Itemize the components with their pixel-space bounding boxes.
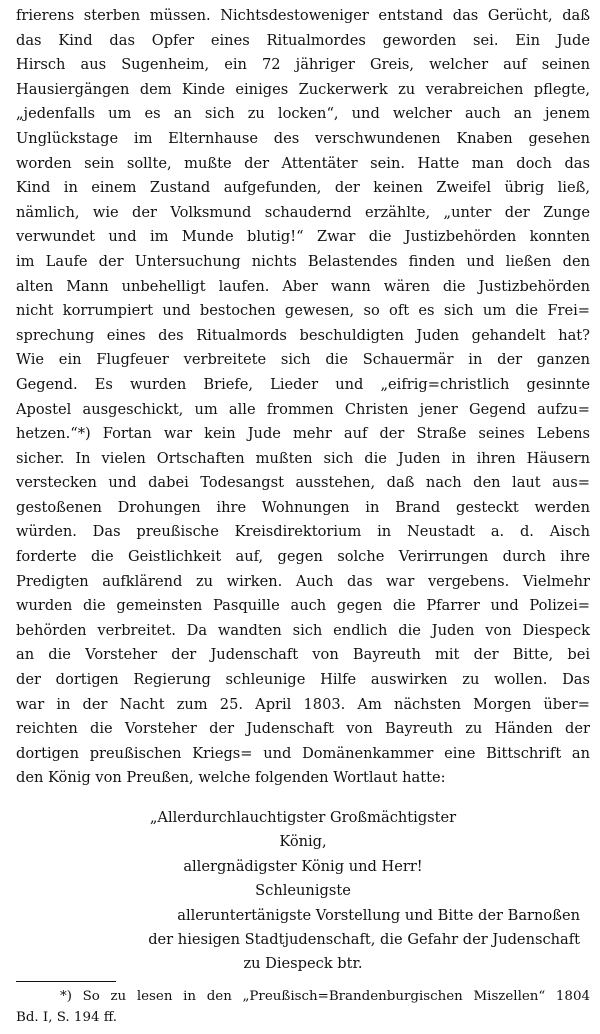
text-line: gestoßenen Drohungen ihre Wohnungen in Brand gesteckt werden [16,498,590,516]
text-line: der dortigen Regierung schleunige Hilfe auswirken zu wollen. Das [16,671,590,689]
text-line: das Kind das Opfer eines Ritualmordes geworden sei. Ein Jude [16,31,590,49]
text-line: Kind in einem Zustand aufgefunden, der keinen Zweifel übrig ließ, [16,179,590,197]
salutation-line: König, [279,833,327,851]
text-line: worden sein sollte, mußte der Attentäter sein. Hatte man doch das [16,154,590,172]
petition-subtitle-line: der hiesigen Stadtjudenschaft, die Gefahr der Judenschaft [148,930,580,948]
text-line: „jedenfalls um es an sich zu locken“, und welcher auch an jenem [16,105,590,123]
text-line: würden. Das preußische Kreisdirektorium in Neustadt a. d. Aisch [16,523,590,541]
text-line: den König von Preußen, welche folgenden Wortlaut hatte: [16,769,446,787]
text-line: sicher. In vielen Ortschaften mußten sich die Juden in ihren Häusern [16,449,590,467]
text-line: hetzen.“*) Fortan war kein Jude mehr auf der Straße seines Lebens [16,425,590,443]
text-line: Predigten aufklärend zu wirken. Auch das war vergebens. Vielmehr [16,572,590,590]
text-line: forderte die Geistlichkeit auf, gegen solche Verirrungen durch ihre [16,548,590,566]
text-line: alten Mann unbehelligt laufen. Aber wann wären die Justizbehörden [16,277,590,295]
text-line: an die Vorsteher der Judenschaft von Bayreuth mit der Bitte, bei [16,646,590,664]
text-line: Wie ein Flugfeuer verbreitete sich die Schauermär in der ganzen [16,351,590,369]
petition-subtitle-line: zu Diespeck btr. [243,955,363,973]
text-line: reichten die Vorsteher der Judenschaft von Bayreuth zu Händen der [16,720,590,738]
text-line: Hirsch aus Sugenheim, ein 72 jähriger Greis, welcher auf seinen [16,56,590,74]
text-line: frierens sterben müssen. Nichtsdestoweniger entstand das Gerücht, daß [16,7,590,24]
footnote-divider [16,981,116,982]
text-line: wurden die gemeinsten Pasquille auch gegen die Pfarrer und Polizei= [16,597,590,615]
body-text [16,4,590,791]
text-line: verwundet und im Munde blutig!“ Zwar die Justizbehörden konnten [16,228,590,246]
text-line: Hausiergängen dem Kinde einiges Zuckerwerk zu verabreichen pflegte, [16,80,590,98]
footnote-line: Bd. I, S. 194 ff. [16,1010,118,1025]
salutation-line: allergnädigster König und Herr! [183,857,423,875]
petition-heading [16,806,590,977]
text-line: verstecken und dabei Todesangst ausstehen, daß nach den laut aus= [16,474,590,492]
text-line: behörden verbreitet. Da wandten sich endlich die Juden von Diespeck [16,621,590,639]
petition-title: Schleunigste [255,882,351,900]
text-line: nämlich, wie der Volksmund schaudernd erzählte, „unter der Zunge [16,203,590,221]
footnote [16,986,590,1028]
text-line: nicht korrumpiert und bestochen gewesen, so oft es sich um die Frei= [16,302,590,320]
text-line: sprechung eines des Ritualmords beschuldigten Juden gehandelt hat? [16,326,590,344]
text-line: Unglückstage im Elternhause des verschwundenen Knaben gesehen [16,129,590,147]
footnote-line: *) So zu lesen in den „Preußisch=Brandenburgischen Miszellen“ 1804 [60,989,590,1004]
text-line: dortigen preußischen Kriegs= und Domänenkammer eine Bittschrift an [16,744,590,762]
text-line: im Laufe der Untersuchung nichts Belastendes finden und ließen den [16,252,590,270]
text-line: war in der Nacht zum 25. April 1803. Am nächsten Morgen über= [16,695,590,713]
text-line: Gegend. Es wurden Briefe, Lieder und „eifrig=christlich gesinnte [16,375,590,393]
text-line: Apostel ausgeschickt, um alle frommen Christen jener Gegend aufzu= [16,400,590,418]
salutation-line: „Allerdurchlauchtigster Großmächtigster [149,809,457,826]
petition-subtitle-line: alleruntertänigste Vorstellung und Bitte der Barnoßen [177,906,580,924]
